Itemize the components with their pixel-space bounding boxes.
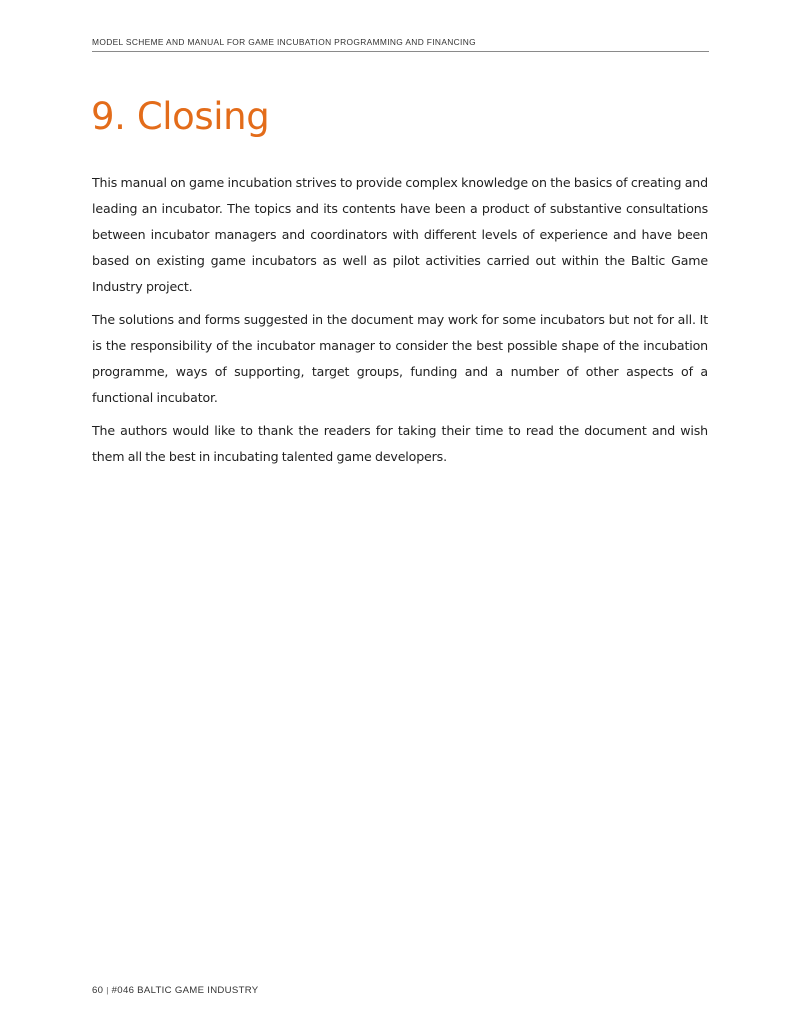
page-footer	[92, 985, 259, 996]
body-text	[92, 170, 708, 477]
header-divider	[92, 51, 709, 52]
page-number: 60	[92, 985, 104, 996]
chapter-title: 9. Closing	[91, 95, 270, 138]
running-header: MODEL SCHEME AND MANUAL FOR GAME INCUBATION PROGRAMMING AND FINANCING	[92, 37, 476, 47]
footer-separator: |	[106, 986, 109, 995]
publication-label: #046 BALTIC GAME INDUSTRY	[111, 985, 259, 996]
paragraph: The solutions and forms suggested in the document may work for some incubators but not for all. It is the responsibility of the incubator manager to consider the best possible shape of the incubation programme, ways of supporting, target groups, funding and a number of other aspects of a functional incubator.	[92, 312, 708, 405]
paragraph: The authors would like to thank the readers for taking their time to read the document and wish them all the best in incubating talented game developers.	[92, 423, 708, 464]
paragraph: This manual on game incubation strives to provide complex knowledge on the basics of creating and leading an incubator. The topics and its contents have been a product of substantive consultations between incubator managers and coordinators with different levels of experience and have been based on existing game incubators as well as pilot activities carried out within the Baltic Game Industry project.	[92, 175, 708, 294]
